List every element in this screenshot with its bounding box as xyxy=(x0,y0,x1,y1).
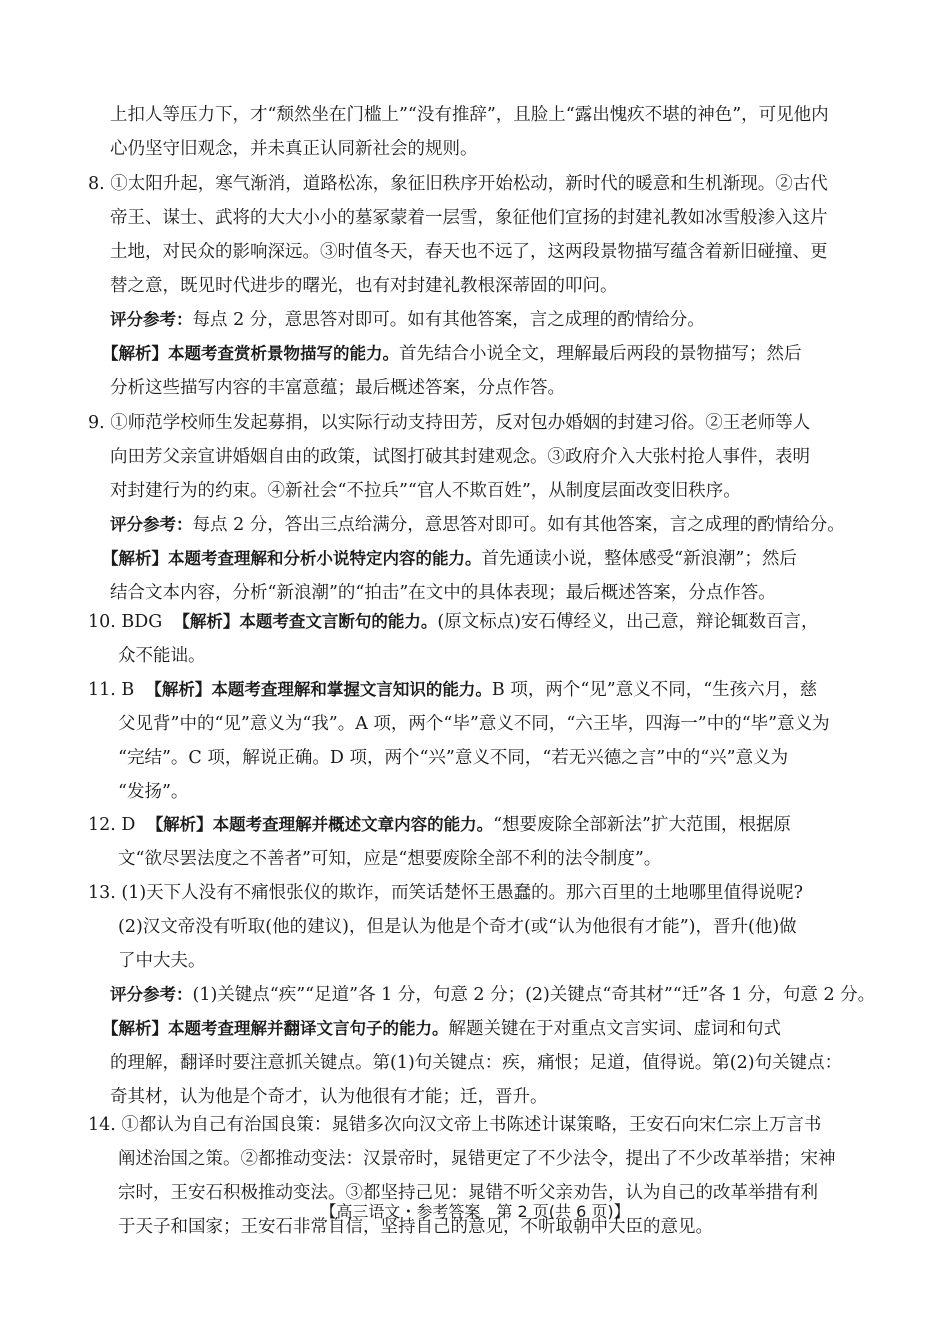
text-line: “完结”。C 项，解说正确。D 项，两个“兴”意义不同，“若无兴德之言”中的“兴”意义为 xyxy=(118,748,789,768)
text-line: “发扬”。 xyxy=(118,782,189,802)
analysis-text: “想要废除全部新法”扩大范围，根据原 xyxy=(493,815,791,835)
scoring-label: 评分参考： xyxy=(110,310,193,329)
answer-11 xyxy=(88,673,850,809)
text-line: 的理解，翻译时要注意抓关键点。第(1)句关键点：疾，痛恨；足道，值得说。第(2)句关键点： xyxy=(110,1053,843,1073)
analysis-label: 【解析】本题考查文言断句的能力。 xyxy=(173,612,438,631)
text-line: 结合文本内容，分析“新浪潮”的“拍击”在文中的具体表现；最后概述答案，分点作答。 xyxy=(110,583,776,603)
text-line: 父见背”中的“见”意义为“我”。A 项，两个“毕”意义不同，“六王毕，四海一”中的“毕”意义为 xyxy=(118,714,830,734)
answer-14 xyxy=(88,1108,850,1244)
analysis-text: 解题关键在于对重点文言实词、虚词和句式 xyxy=(448,1019,781,1039)
answer-number: 10. BDG xyxy=(88,612,163,632)
answer-13-analysis xyxy=(102,1012,842,1114)
scoring-label: 评分参考： xyxy=(110,985,193,1004)
analysis-label: 【解析】本题考查理解并翻译文言句子的能力。 xyxy=(102,1019,449,1038)
text-line: 分析这些描写内容的丰富意蕴；最后概述答案，分点作答。 xyxy=(110,378,565,398)
text-line: 替之意，既见时代进步的曙光，也有对封建礼教根深蒂固的叩问。 xyxy=(110,276,618,296)
text-line: 对封建行为的约束。④新社会“不拉兵”“官人不欺百姓”，从制度层面改变旧秩序。 xyxy=(110,481,741,501)
analysis-text: (原文标点)安石傅经义，出己意，辩论辄数百言， xyxy=(437,612,819,632)
text-line: 9. ①师范学校师生发起募捐，以实际行动支持田芳，反对包办婚姻的封建习俗。②王老师等人 xyxy=(88,413,811,433)
text-line: 了中大夫。 xyxy=(118,951,206,971)
text-line: 13. (1)天下人没有不痛恨张仪的欺诈，而笑话楚怀王愚蠢的。那六百里的土地哪里值得说呢? xyxy=(88,883,804,903)
answer-9 xyxy=(88,406,850,508)
text-line: 8. ①太阳升起，寒气渐消，道路松冻，象征旧秩序开始松动，新时代的暖意和生机渐现。②古代 xyxy=(88,174,828,194)
answer-number: 12. D xyxy=(88,815,136,835)
text-line: 文“欲尽罢法度之不善者”可知，应是“想要废除全部不利的法令制度”。 xyxy=(118,849,662,869)
text-line: 14. ①都认为自己有治国良策：晁错多次向汉文帝上书陈述计谋策略，王安石向宋仁宗上万言书 xyxy=(88,1115,822,1135)
answer-9-scoring xyxy=(110,508,850,542)
analysis-label: 【解析】本题考查赏析景物描写的能力。 xyxy=(102,344,399,363)
analysis-text: B 项，两个“见”意义不同，“生孩六月，慈 xyxy=(491,680,818,700)
text-line: 众不能诎。 xyxy=(118,646,206,666)
text-line: 向田芳父亲宣讲婚姻自由的政策，试图打破其封建观念。③政府介入大张村抢人事件，表明 xyxy=(110,447,810,467)
scoring-text: (1)关键点“疾”“足道”各 1 分，句意 2 分；(2)关键点“奇其材”“迁”各 1 分，句意 2 分。 xyxy=(192,985,876,1005)
text-line: 帝王、谋士、武将的大大小小的墓冢蒙着一层雪，象征他们宣扬的封建礼教如冰雪般渗入这片 xyxy=(110,208,828,228)
text-line: 心仍坚守旧观念，并未真正认同新社会的规则。 xyxy=(110,139,478,159)
analysis-label: 【解析】本题考查理解并概述文章内容的能力。 xyxy=(146,815,494,834)
page-footer: 【高三语文・参考答案 第 2 页(共 6 页)】 xyxy=(320,1202,630,1221)
answer-13-scoring xyxy=(110,978,876,1012)
answer-8-scoring xyxy=(110,303,850,337)
text-line: 宗时，王安石积极推动变法。③都坚持己见：晁错不听父亲劝告，认为自己的改革举措有利 xyxy=(118,1183,818,1203)
text-line: 阐述治国之策。②都推动变法：汉景帝时，晁错更定了不少法令，提出了不少改革举措；宋神 xyxy=(118,1149,836,1169)
analysis-text: 首先结合小说全文，理解最后两段的景物描写；然后 xyxy=(399,344,802,364)
text-line: 上扣人等压力下，才“颓然坐在门槛上”“没有推辞”，且脸上“露出愧疚不堪的神色”，可见他内 xyxy=(110,105,829,125)
text-line: 奇其材，认为他是个奇才，认为他很有才能；迁，晋升。 xyxy=(110,1087,548,1107)
answer-number: 11. B xyxy=(88,680,135,700)
answer-8-analysis xyxy=(102,337,842,405)
analysis-label: 【解析】本题考查理解和分析小说特定内容的能力。 xyxy=(102,549,482,568)
answer-7-tail xyxy=(110,98,850,166)
answer-13 xyxy=(88,876,850,978)
answer-8 xyxy=(88,167,850,303)
answer-10 xyxy=(88,605,850,673)
text-line: (2)汉文帝没有听取(他的建议)，但是认为他是个奇才(或“认为他很有才能”)，晋升(他)做 xyxy=(118,917,797,937)
answer-12 xyxy=(88,808,850,876)
text-line: 于天子和国家；王安石非常自信，坚持自己的意见，不听取朝中大臣的意见。 xyxy=(118,1217,713,1237)
scoring-label: 评分参考： xyxy=(110,515,193,534)
scoring-text: 每点 2 分，答出三点给满分，意思答对即可。如有其他答案，言之成理的酌情给分。 xyxy=(192,515,845,535)
answer-9-analysis xyxy=(102,542,842,610)
scoring-text: 每点 2 分，意思答对即可。如有其他答案，言之成理的酌情给分。 xyxy=(192,310,705,330)
text-line: 土地，对民众的影响深远。③时值冬天，春天也不远了，这两段景物描写蕴含着新旧碰撞、更 xyxy=(110,242,828,262)
analysis-label: 【解析】本题考查理解和掌握文言知识的能力。 xyxy=(145,680,492,699)
analysis-text: 首先通读小说，整体感受“新浪潮”；然后 xyxy=(481,549,797,569)
